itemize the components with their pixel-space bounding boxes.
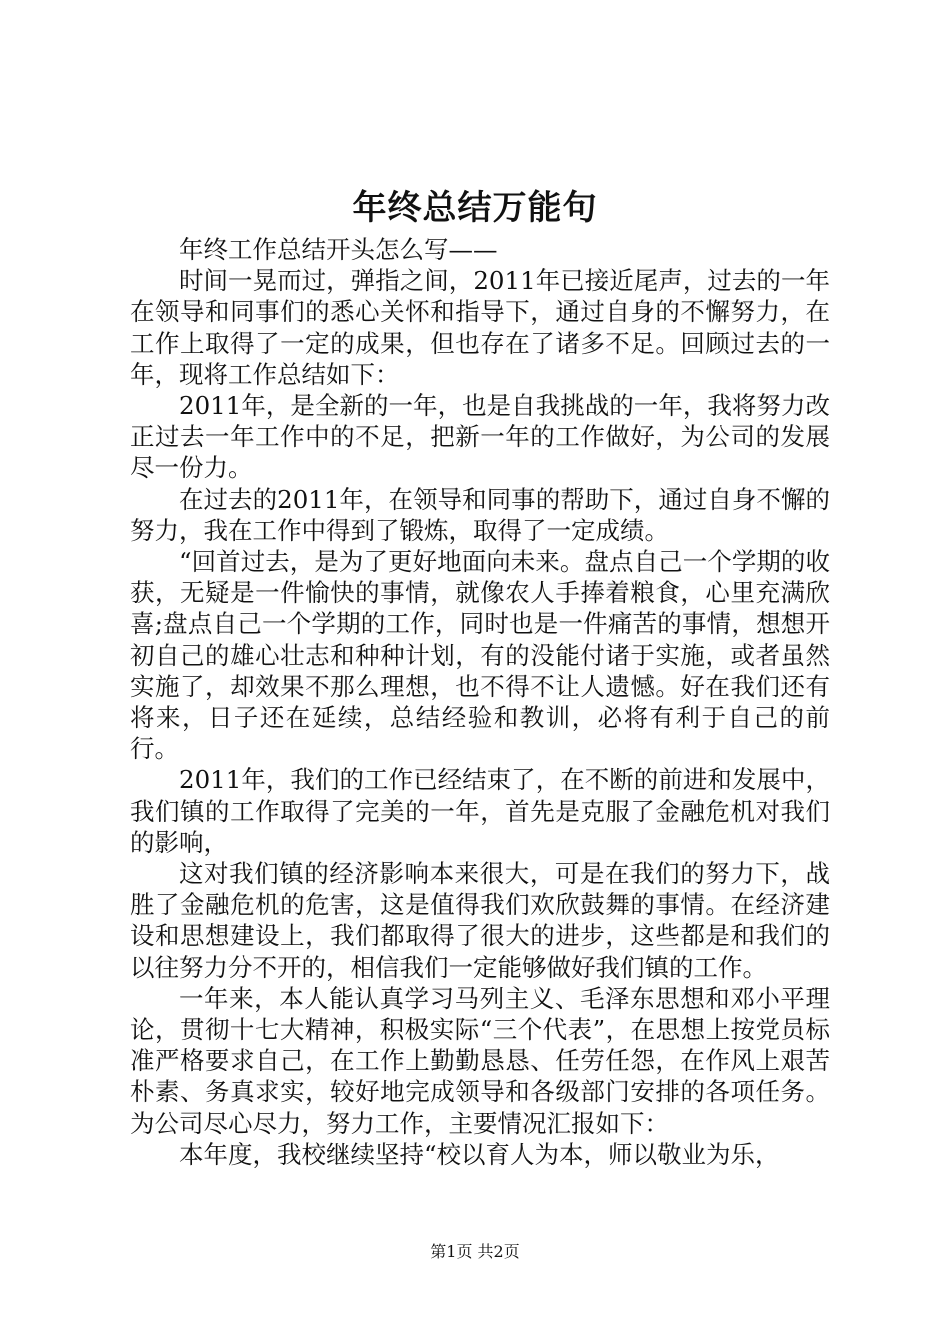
paragraph: 这对我们镇的经济影响本来很大，可是在我们的努力下，战胜了金融危机的危害，这是值得我们欢欣鼓舞的事情。在经济建设和思想建设上，我们都取得了很大的进步，这些都是和我们的以往努力分不开的，相信我们一定能够做好我们镇的工作。 bbox=[130, 859, 830, 982]
paragraph: 本年度，我校继续坚持“校以育人为本，师以敬业为乐， bbox=[179, 1139, 780, 1169]
paragraph: “回首过去，是为了更好地面向未来。盘点自己一个学期的收获，无疑是一件愉快的事情，就像农人手捧着粮食，心里充满欣喜;盘点自己一个学期的工作，同时也是一件痛苦的事情，想想开初自己的雄心壮志和种种计划，有的没能付诸于实施，或者虽然实施了，却效果不那么理想，也不得不让人遗憾。好在我们还有将来，日子还在延续，总结经验和教训，必将有利于自己的前行。 bbox=[130, 547, 830, 764]
paragraph: 2011年，是全新的一年，也是自我挑战的一年，我将努力改正过去一年工作中的不足，把新一年的工作做好，为公司的发展尽一份力。 bbox=[130, 391, 830, 483]
page-footer: 第1页 共2页 bbox=[430, 1242, 520, 1261]
document-title: 年终总结万能句 bbox=[352, 188, 598, 228]
document-body bbox=[130, 234, 830, 1194]
paragraph: 一年来，本人能认真学习马列主义、毛泽东思想和邓小平理论，贯彻十七大精神，积极实际“三个代表”，在思想上按党员标准严格要求自己，在工作上勤勤恳恳、任劳任怨，在作风上艰苦朴素、务真求实，较好地完成领导和各级部门安排的各项任务。为公司尽心尽力，努力工作，主要情况汇报如下： bbox=[130, 983, 830, 1138]
paragraph: 时间一晃而过，弹指之间，2011年已接近尾声，过去的一年在领导和同事们的悉心关怀和指导下，通过自身的不懈努力，在工作上取得了一定的成果，但也存在了诸多不足。回顾过去的一年，现将工作总结如下： bbox=[130, 266, 830, 389]
paragraph: 2011年，我们的工作已经结束了，在不断的前进和发展中，我们镇的工作取得了完美的一年，首先是克服了金融危机对我们的影响， bbox=[130, 765, 830, 857]
paragraph: 在过去的2011年，在领导和同事的帮助下，通过自身不懈的努力，我在工作中得到了锻炼，取得了一定成绩。 bbox=[130, 484, 830, 545]
paragraph: 年终工作总结开头怎么写—— bbox=[179, 235, 498, 264]
